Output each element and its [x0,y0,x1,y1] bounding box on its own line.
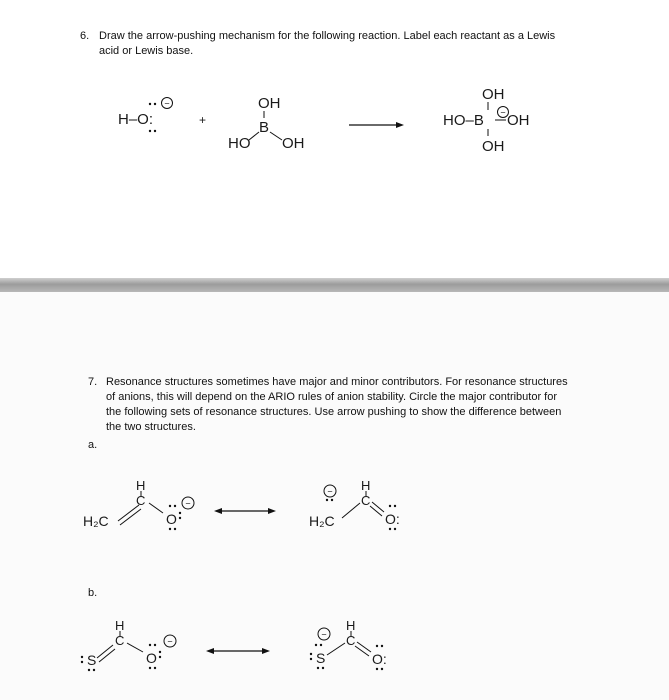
product-oh-top: OH [482,86,505,103]
question-7-line-1: Resonance structures sometimes have major and minor contributors. For resonance structures [106,376,568,388]
question-7-line-3: the following sets of resonance structures. Use arrow pushing to show the difference between [106,406,562,418]
boric-ho-left: HO [228,135,251,152]
hydroxide-label: H–O: [118,111,154,128]
b-right-o: O: [372,651,387,667]
a-right-o: O: [385,511,400,527]
product-charge: − [500,107,506,118]
hydroxide-charge: − [164,98,170,109]
part-b-left-structure [81,618,176,671]
a-left-charge: − [185,498,191,509]
question-6-line-1: Draw the arrow-pushing mechanism for the following reaction. Label each reactant as a Lewis [99,30,556,42]
reaction-arrow [349,122,404,128]
b-left-c: C [115,633,125,648]
a-left-ch2: H₂C [83,513,109,529]
b-right-c: C [346,633,356,648]
b-left-h: H [115,618,125,633]
b-right-charge: − [321,629,327,640]
part-b-right-structure [310,618,387,670]
b-right-h: H [346,618,356,633]
part-b-resonance-arrow [206,648,270,654]
a-right-h: H [361,478,371,493]
part-a-right-structure [309,478,400,530]
part-a-left-structure [83,478,194,530]
product-oh-bottom: OH [482,138,505,155]
question-7-number: 7. [88,376,98,388]
part-b-label: b. [88,587,98,599]
boric-b: B [259,119,270,136]
a-right-c: C [361,493,371,508]
a-right-charge: − [327,486,333,497]
question-7-line-2: of anions, this will depend on the ARIO rules of anion stability. Circle the major contributor for [106,391,558,403]
b-left-charge: − [167,636,173,647]
question-7-line-4: the two structures. [106,421,196,433]
a-right-ch2: H₂C [309,513,335,529]
boric-oh-right: OH [282,135,305,152]
boric-acid [228,95,305,152]
boric-oh-top: OH [258,95,281,112]
hydroxide-ion [118,98,173,133]
b-left-o: O [146,650,157,666]
a-left-o: O [166,511,177,527]
question-6-line-2: acid or Lewis base. [99,45,194,57]
b-right-s: S [316,650,326,666]
question-6-number: 6. [80,30,90,42]
product-left: HO–B [443,112,484,129]
product-oh-right: OH [507,112,530,129]
b-left-s: S [87,652,97,668]
plus-sign: + [199,113,207,127]
a-left-c: C [136,493,146,508]
part-a-label: a. [88,439,98,451]
part-a-resonance-arrow [214,508,276,514]
borate-product [443,86,530,155]
a-left-h: H [136,478,146,493]
